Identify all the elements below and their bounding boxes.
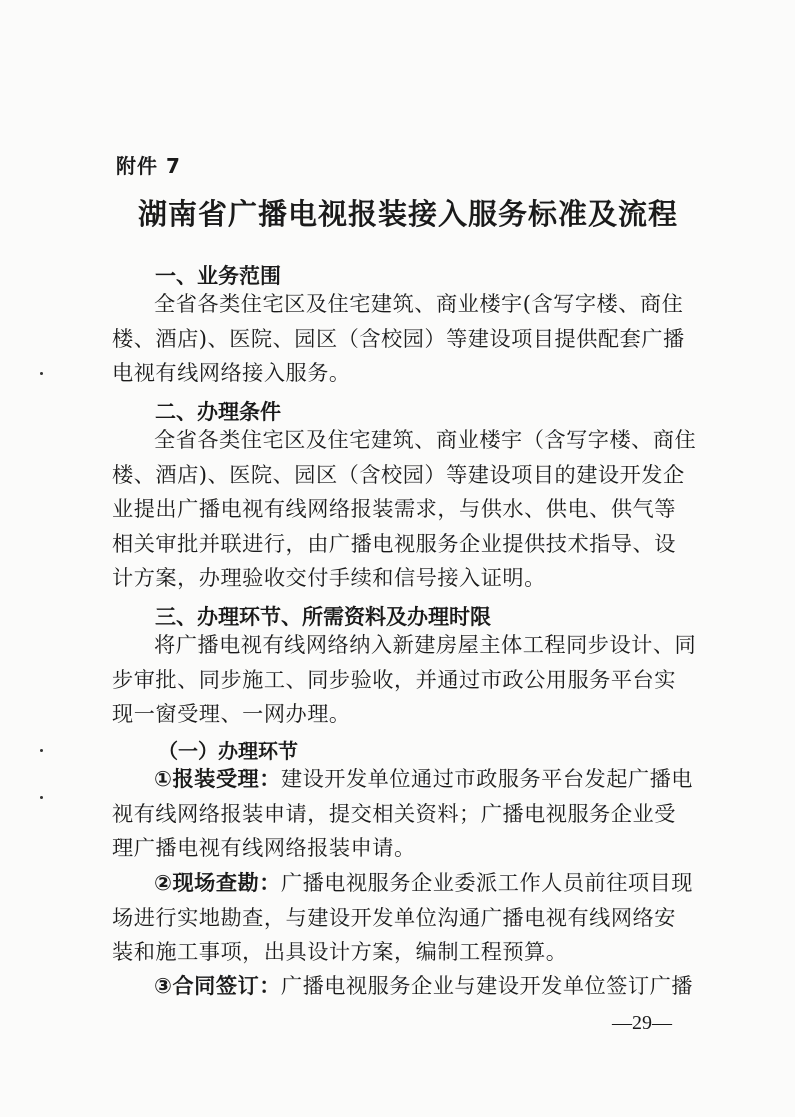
section-body-conditions: 全省各类住宅区及住宅建筑、商业楼宇（含写字楼、商住楼、酒店)、医院、园区（含校园）等建设项目的建设开发企业提出广播电视有线网络报装需求，与供水、供电、供气等相关审批并联进行，由广播电视服务企业提供技术指导、设计方案，办理验收交付手续和信号接入证明。 [112,427,697,590]
page-number: —29— [612,1012,672,1034]
section-body-scope: 全省各类住宅区及住宅建筑、商业楼宇(含写字楼、商住楼、酒店)、医院、园区（含校园）等建设项目提供配套广播电视有线网络接入服务。 [112,291,685,385]
step-survey: ②现场查勘：广播电视服务企业委派工作人员前往项目现场进行实地勘查，与建设开发单位沟通广播电视有线网络安装和施工事项，出具设计方案，编制工程预算。 [112,870,693,964]
document-title: 湖南省广播电视报装接入服务标准及流程 [138,197,679,231]
scan-speck [40,796,43,799]
section-heading-procedure: 三、办理环节、所需资料及办理时限 [155,605,491,629]
step-contract: ③合同签订：广播电视服务企业与建设开发单位签订广播 [154,973,693,998]
step-label: ①报装受理： [154,766,281,791]
scan-speck [40,372,43,375]
section-body-procedure: 将广播电视有线网络纳入新建房屋主体工程同步设计、同步审批、同步施工、同步验收，并通过市政公用服务平台实现一窗受理、一网办理。 [112,632,697,726]
section-heading-scope: 一、业务范围 [155,264,281,288]
subsection-heading: （一）办理环节 [158,739,298,763]
attachment-label: 附件 7 [116,154,181,178]
section-heading-conditions: 二、办理条件 [155,400,281,424]
scan-speck [40,749,43,752]
step-label: ②现场查勘： [154,870,281,895]
step-application: ①报装受理：建设开发单位通过市政服务平台发起广播电视有线网络报装申请，提交相关资料；广播电视服务企业受理广播电视有线网络报装申请。 [112,766,693,860]
step-label: ③合同签订： [154,973,281,998]
